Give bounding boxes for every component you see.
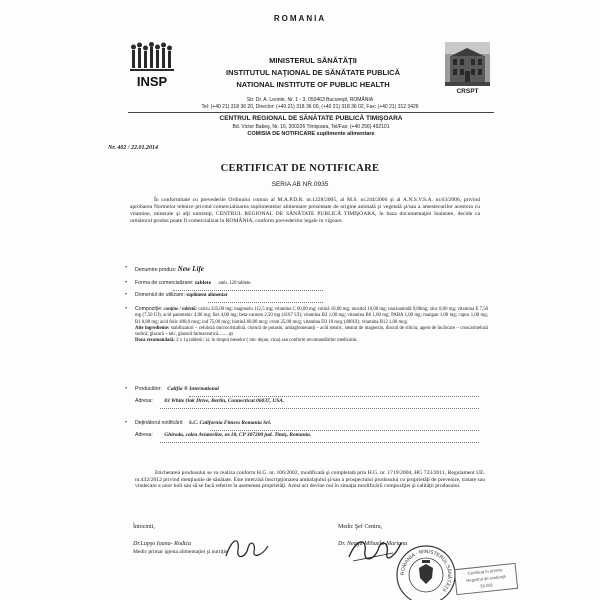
registration-stamp-line2: Registrul de evidenţă xyxy=(466,573,506,584)
field-label: Adresa: xyxy=(135,432,153,438)
insp-logo xyxy=(128,42,176,92)
field-label: Producător: xyxy=(135,386,162,392)
prepared-by-name: Dr.Lupşo Ioana- Rodica xyxy=(133,541,192,547)
intro-paragraph: În conformitate cu prevederile Ordinului comun al M.A.P.D.R. nr.1228/2005, al M.S. nr.244/2006 şi al A.N.S.V.S.A. nr.63/2006, privind aprobarea Normelor tehnice privind comercializarea suplimentelor alimentare prezentate de origine animală şi vegetală şi/sau a amestecurilor acestora cu vitamine, minerale şi alţi nutrienţi, CENTRUL REGIONAL DE SĂNĂTATE PUBLICĂ TIMIŞOARA, în baza documentaţiei înaintate, decide ca următorul produs poate fi comercializat în ROMÂNIA, conform prevederilor legale în vigoare. xyxy=(130,197,480,224)
closing-paragraph: Etichetarea produsului se va realiza conform H.G. nr. 106/2002, modificată şi completată prin H.G. nr. 1719/2004, HG 723/2011, Regulament UE. nr.432/2012 privind menţiunile de sănătate. Este interzisă înscripţionarea ambalajului şi/sau a prospectului produsului cu proprietăţi de prevenire, tratare sau vindecare a unor boli sau să se facă referire la asemenea proprietăţi. Acest act devine nul în situaţia modificării compoziţiei şi calităţii produsului. xyxy=(135,470,485,490)
field-producer-address xyxy=(135,398,284,404)
field-label: Adresa: xyxy=(135,398,153,404)
field-label: Forma de comercializare: xyxy=(135,280,194,286)
field-label: Domeniul de utilizare: xyxy=(135,292,185,298)
registration-stamp-line3: 50.001 xyxy=(480,582,494,589)
composition-text: calciu 325,00 mg; magneziu 112,5 mg; vitamina C 60,00 mg; colină 10,00 mg; inozitol 10,00 mg; niacinamidă 9,00mg; zinc 8,00 mg; vitamina E 7,50 mg (7,50 UI); acid pantotenic 4,00 mg; fier 4,00 mg; beta-caroten 2,50 mg (4167 UI); vitamina B2 1,00 mg; vitamina B6 1,00 mg; PABA 1,00 mg; mangan 1,00 mg; cupru 1,00 mg; B1 0,80 mg; acid folic 400,0 mcg; iod 75,00 mcg; biotină 60,00 mcg; crom 25,00 mcg; vitamina D3 10 mcg (400UI); vitamina B12 1,00 mcg. xyxy=(135,307,489,325)
field-producer xyxy=(125,386,219,392)
field-label: Compoziţie: xyxy=(135,306,163,312)
other-ingredients-text: stabilizatori – celuloză microcristalină, clorură de potasiu; antiaglomeranţi – acid stearic, stearat de magneziu, dioxid de siliciu; agent de încărcare – croscarmeloză sodică; glazură – talc, glazură farmaceutică.........qs xyxy=(135,325,488,338)
field-holder xyxy=(125,420,272,426)
insp-logo-text: INSP xyxy=(136,74,168,89)
dose-label: Doza recomandată: xyxy=(135,338,176,344)
field-composition xyxy=(125,306,489,345)
regional-center-address: Bd. Victor Babeş, Nr. 16, 300226 Timişoara, Tel/Fax: (+40 256) 492101 xyxy=(232,124,390,130)
crspt-label: CRSPT xyxy=(456,88,479,95)
dotted-rule xyxy=(173,290,323,291)
country-header: ROMANIA xyxy=(273,14,327,23)
certificate-series: SERIA AB NR.0935 xyxy=(271,181,329,188)
header-divider xyxy=(128,112,494,113)
institute-name-en: NATIONAL INSTITUTE OF PUBLIC HEALTH xyxy=(236,80,390,89)
other-ingredients-label: Alte ingrediente: xyxy=(135,325,170,331)
dose-text: 2 x 1a tabletă / zi, în timpul meselor ( mic dejun, cina) sau conform recomandărilor medicului. xyxy=(176,338,358,344)
official-round-stamp xyxy=(395,544,457,600)
regional-center-name: CENTRUL REGIONAL DE SĂNĂTATE PUBLICĂ TIMIŞOARA xyxy=(219,115,403,122)
producer-address-value: 83 White Oak Drive, Berlin, Connecticut 06037, USA. xyxy=(164,398,285,404)
dotted-rule xyxy=(160,442,479,443)
field-form xyxy=(125,280,252,286)
dotted-rule xyxy=(160,408,479,409)
field-label: Denumire produs: xyxy=(135,267,177,273)
bullet-icon: • xyxy=(125,306,128,312)
head-physician-heading: Medic Şef Centru, xyxy=(338,524,383,530)
prepared-by-signature xyxy=(222,528,272,564)
bullet-icon: • xyxy=(125,292,128,298)
producer-value: Califia ® International xyxy=(167,386,219,392)
head-physician-name: Dr. Neagu Mihaela-Mariana xyxy=(338,541,408,547)
prepared-by-role: Medic primar igiena alimentaţiei şi nutriţie xyxy=(133,549,228,555)
institute-name: INSTITUTUL NAŢIONAL DE SĂNĂTATE PUBLICĂ xyxy=(225,68,401,77)
holder-value: S.C. California Fitness Romania Srl. xyxy=(188,420,272,426)
bullet-icon: • xyxy=(125,280,128,286)
composition-intro: conţine / tabletă: xyxy=(163,307,198,312)
crspt-building-image xyxy=(445,42,490,86)
institute-address: Str. Dr. A. Leonte, Nr. 1 - 3, 050463 Bucureşti, ROMÂNIA xyxy=(246,97,374,103)
coat-of-arms-icon xyxy=(419,560,433,584)
bullet-icon: • xyxy=(125,420,128,426)
field-holder-address xyxy=(135,432,311,438)
holder-address-value: Ghiroda, calea Aviatorilor, nr.18, CP 307200 jud. Timiş, Romania. xyxy=(164,432,312,438)
ministry-name: MINISTERUL SĂNĂTĂŢII xyxy=(269,56,357,65)
dotted-rule xyxy=(208,302,323,303)
product-name-value: New Life xyxy=(177,265,204,273)
reference-number: Nr. 402 / 22.01.2014 xyxy=(108,145,159,151)
institute-phones: Tel: (+40 21) 318 36 20, Director: (+40 21) 318 36 00, (+40 21) 318 36 02, Fax: (+40 21) 312 3426 xyxy=(201,104,419,110)
field-product-name xyxy=(125,265,204,273)
bullet-icon: • xyxy=(125,386,128,392)
certificate-title: CERTIFICAT DE NOTIFICARE xyxy=(220,163,380,174)
field-label: Deţinătorul notificării: xyxy=(135,420,184,426)
domain-value: supliment alimentar xyxy=(186,293,228,298)
registration-stamp-line1: Certificat în primire xyxy=(467,567,503,576)
stamp-ring-text: ROMANIA · MINISTERUL SĂNĂTĂŢII xyxy=(399,548,453,593)
dotted-rule xyxy=(189,396,479,397)
field-domain xyxy=(125,292,228,298)
form-value: tablete xyxy=(194,280,212,286)
commission-name: COMISIA DE NOTIFICARE suplimente alimentare xyxy=(247,131,375,137)
prepared-by-heading: Întocmit, xyxy=(133,524,155,530)
bullet-icon: • xyxy=(125,265,128,271)
form-packaging: amb. 120 tablete. xyxy=(218,281,252,286)
dotted-rule xyxy=(210,430,479,431)
registration-stamp xyxy=(454,563,518,595)
